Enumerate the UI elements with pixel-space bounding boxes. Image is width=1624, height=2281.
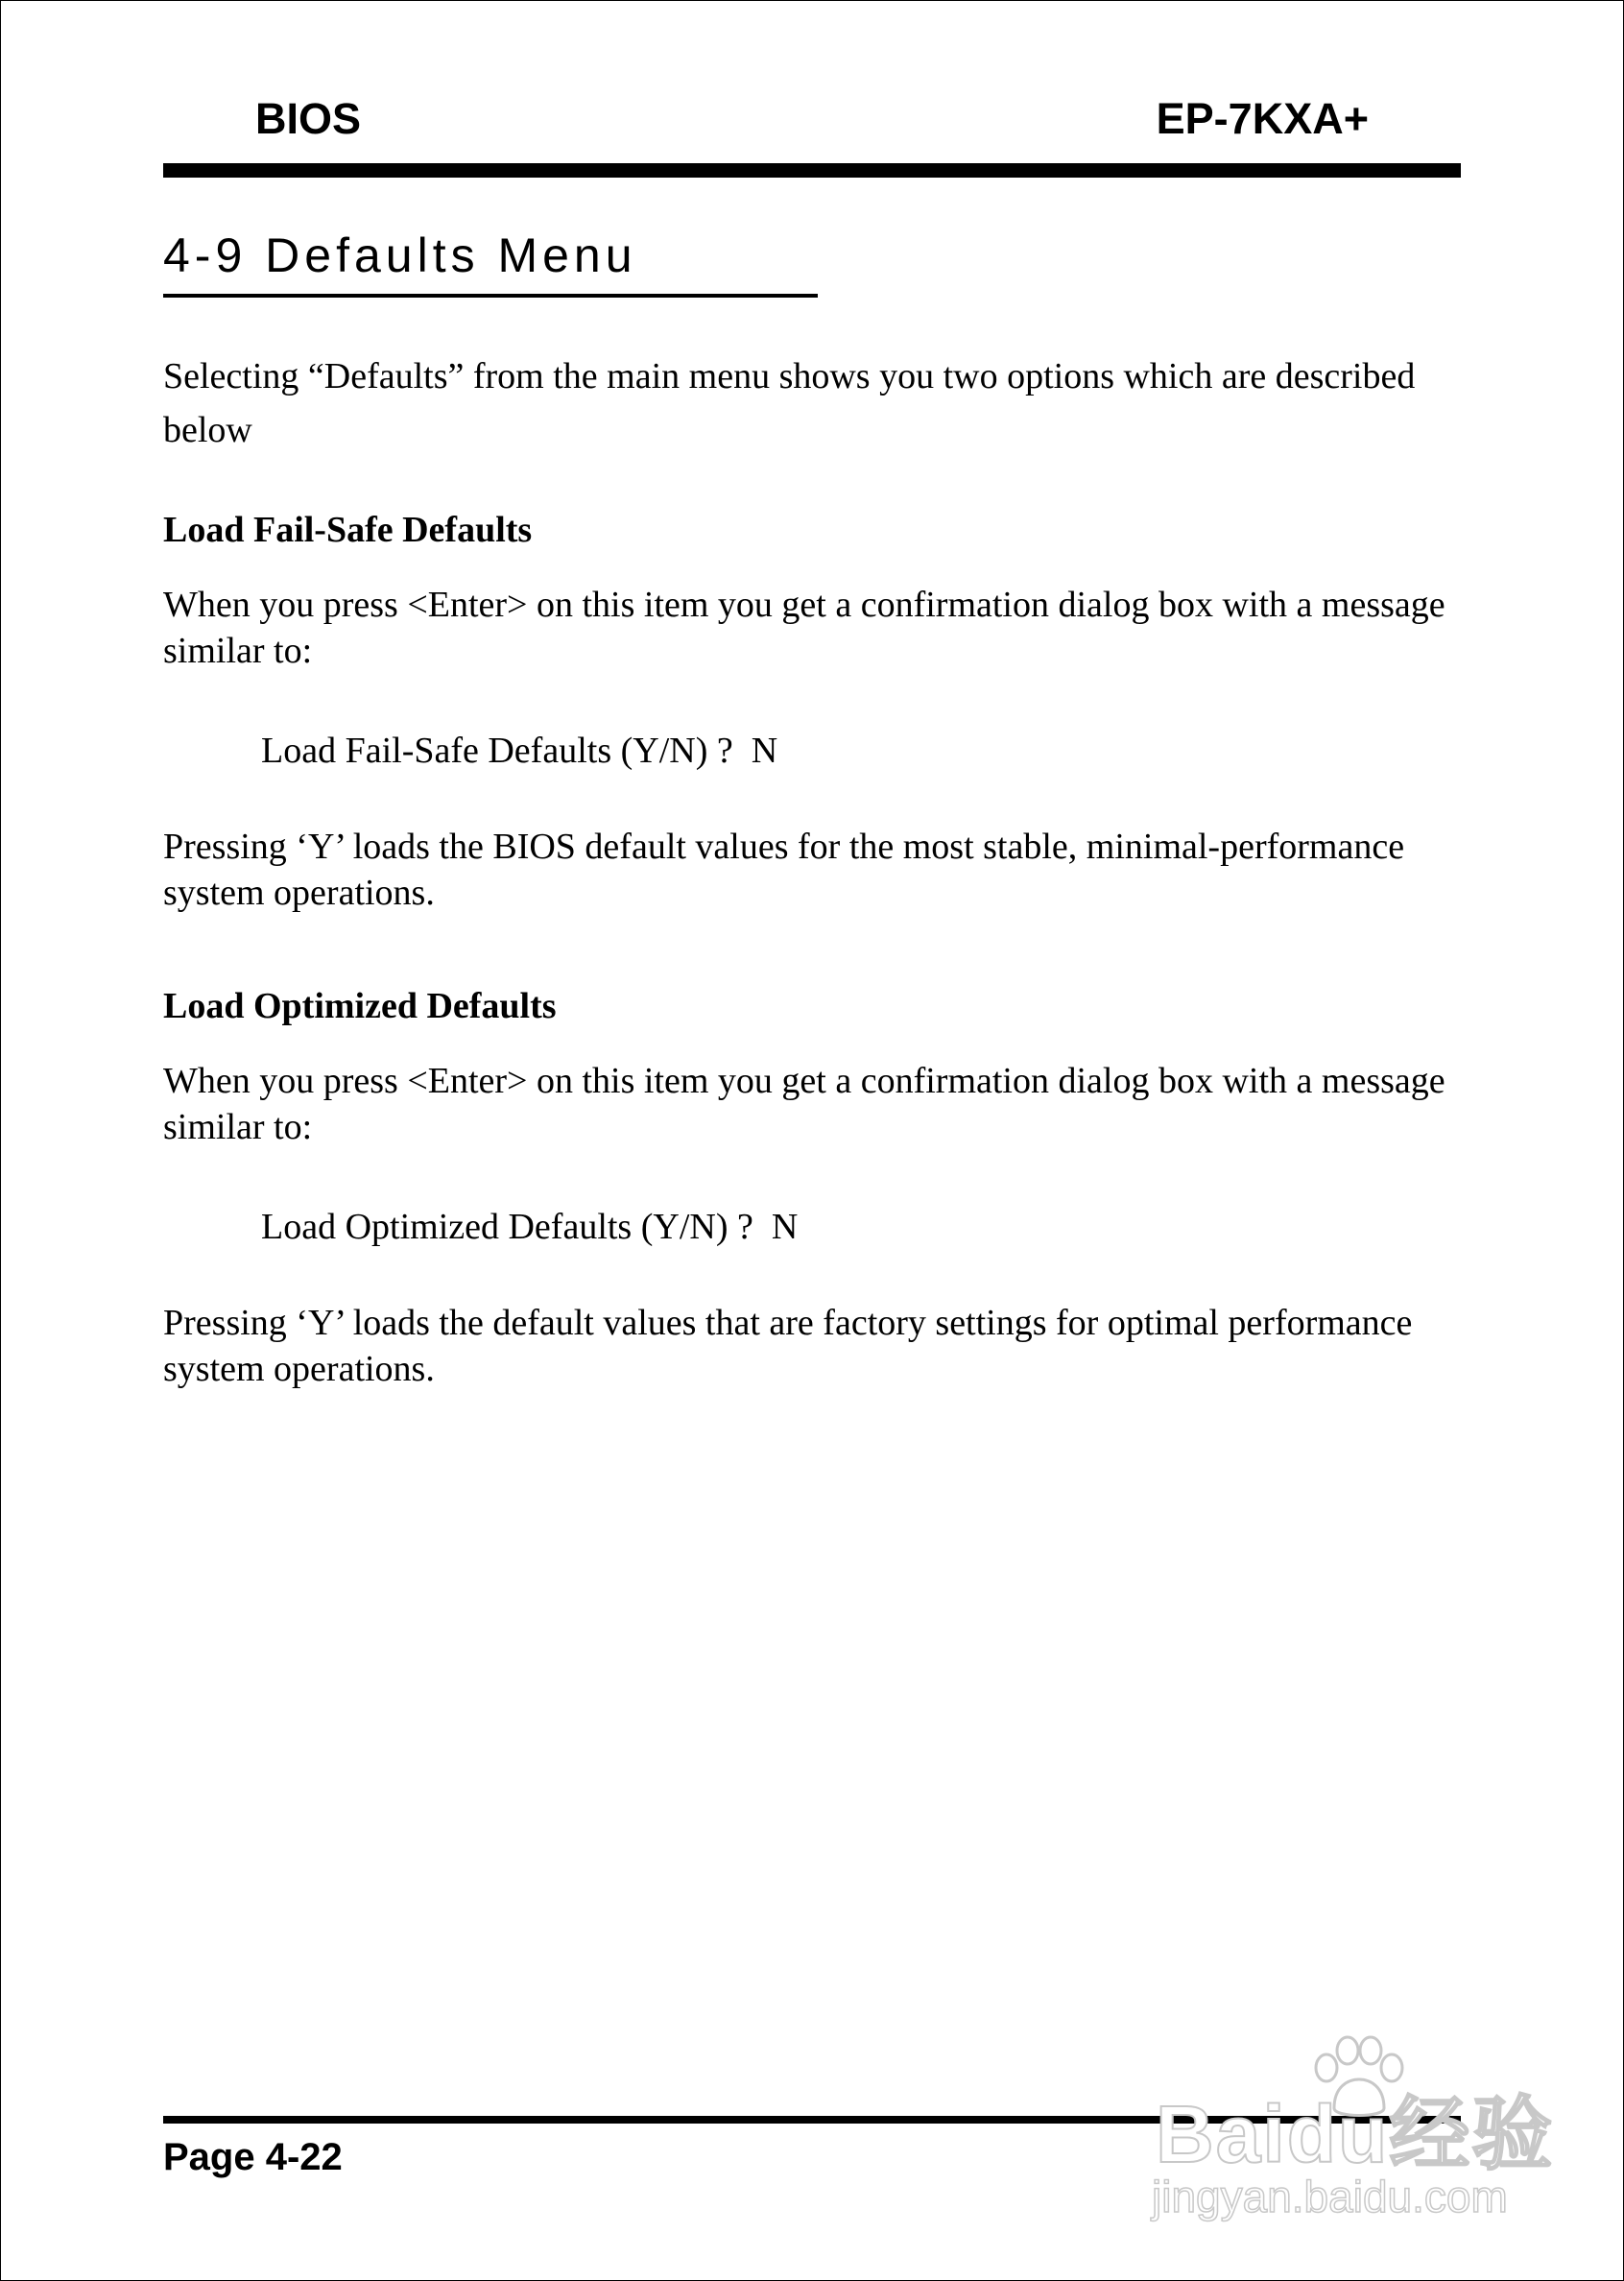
item-explanation-fail-safe: Pressing ‘Y’ loads the BIOS default values for the most stable, minimal-performance system operations. (163, 827, 1405, 913)
header-rule (163, 163, 1461, 178)
page-number: Page 4-22 (163, 2136, 343, 2178)
watermark-url: jingyan.baidu.com (1152, 2172, 1508, 2221)
item-explanation-optimized: Pressing ‘Y’ loads the default values that are factory settings for optimal performance system operations. (163, 1303, 1413, 1389)
watermark-logo: Baidu经验 (1156, 2089, 1555, 2179)
item-heading-fail-safe: Load Fail-Safe Defaults (163, 510, 533, 550)
prompt-optimized: Load Optimized Defaults (Y/N) ? N (261, 1207, 799, 1247)
prompt-fail-safe: Load Fail-Safe Defaults (Y/N) ? N (261, 731, 778, 771)
item-description-optimized: When you press <Enter> on this item you get a confirmation dialog box with a message similar to: (163, 1061, 1445, 1147)
item-heading-optimized: Load Optimized Defaults (163, 986, 557, 1026)
section-title: 4-9 Defaults Menu (163, 228, 637, 282)
header-title: BIOS (255, 94, 362, 143)
header-model: EP-7KXA+ (1156, 94, 1369, 143)
section-title-underline (163, 294, 818, 298)
item-description-fail-safe: When you press <Enter> on this item you get a confirmation dialog box with a message similar to: (163, 585, 1445, 671)
intro-paragraph: Selecting “Defaults” from the main menu shows you two options which are described below (163, 356, 1416, 450)
